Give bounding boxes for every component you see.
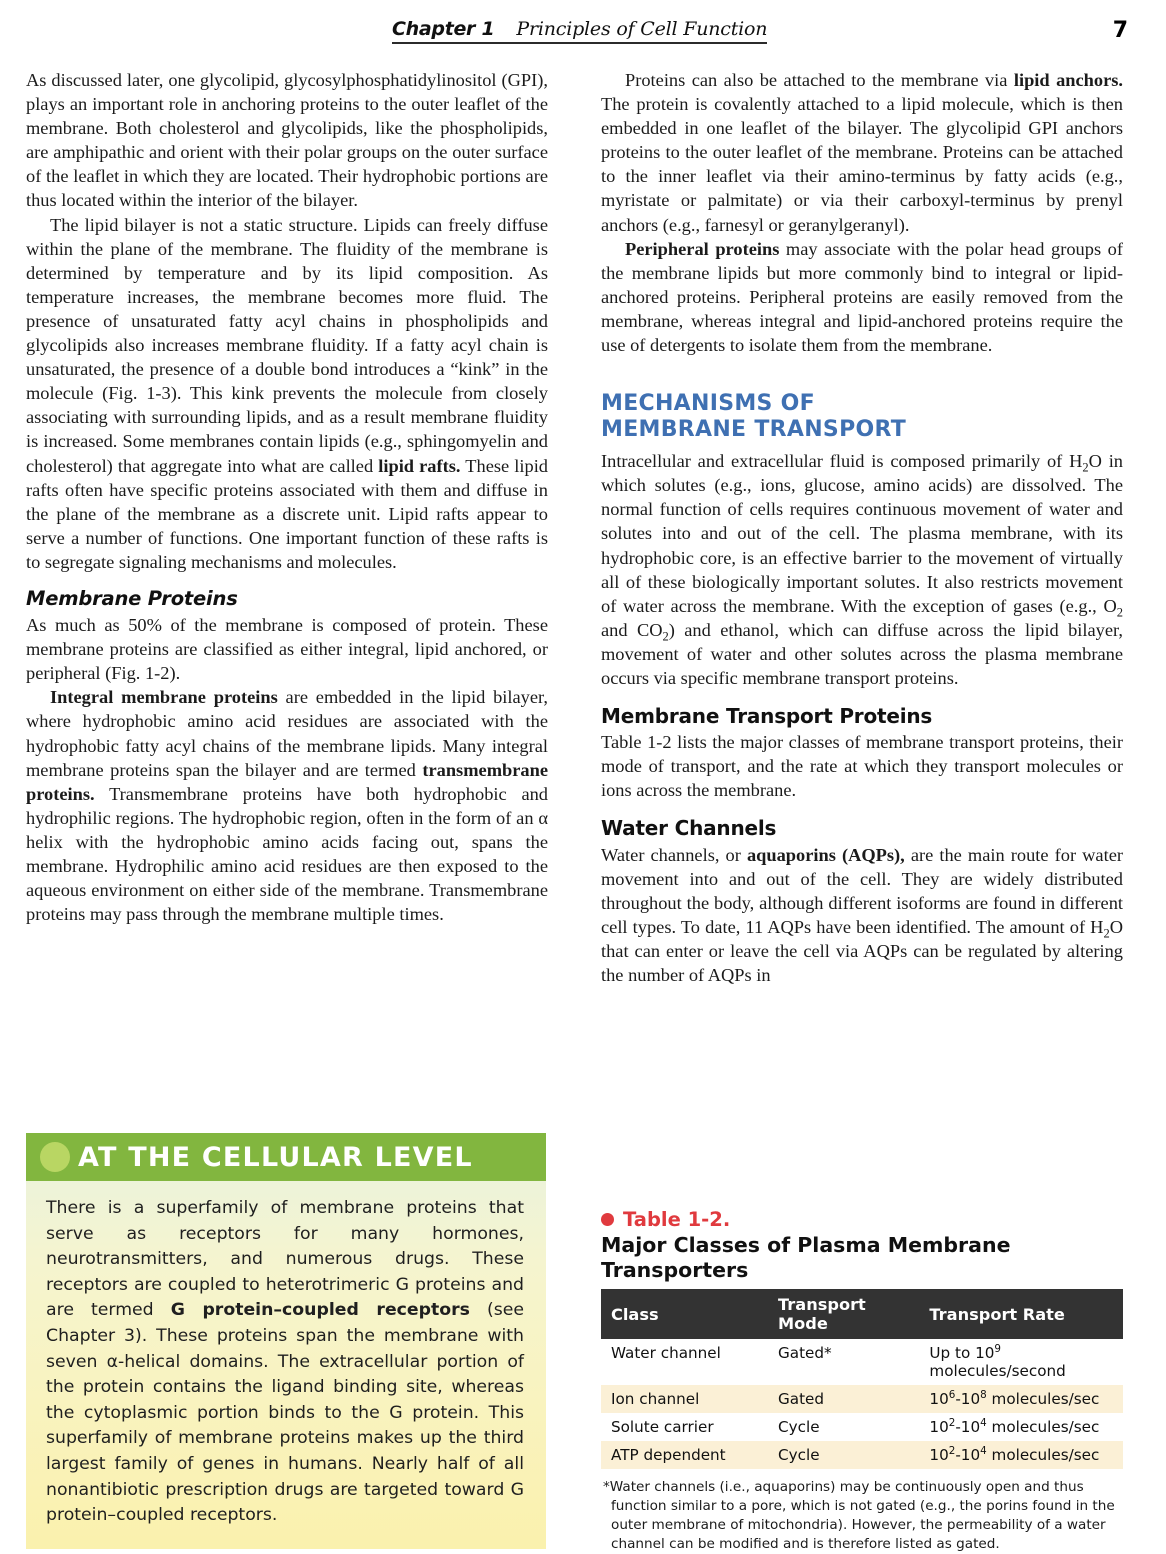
table-footnote: *Water channels (i.e., aquaporins) may be continuously open and thus function similar to a pore, which is not gated (e.g., the porins found in the outer membrane of mitochondria). However, the permeability of a water channel can be modified and is therefore listed as gated. (603, 1479, 1115, 1552)
paragraph-table-reference (601, 730, 1123, 802)
table-row (601, 1339, 1123, 1385)
cellular-box-text-b: (see Chapter 3). These proteins span the membrane with seven α-helical domains. The extracellular portion of the protein contains the ligand binding site, whereas the cytoplasmic portion binds to the G protein. This superfamily of membrane proteins makes up the third largest family of genes in humans. Nearly half of all nonantibiotic prescription drugs are targeted toward G protein–coupled receptors. (46, 1300, 525, 1526)
at-the-cellular-level-box (26, 1133, 546, 1549)
running-head-title: Principles of Cell Function (516, 18, 768, 40)
cell-transport-rate (919, 1441, 1123, 1469)
subscript-o2: 2 (1116, 605, 1123, 620)
paragraph-text-b: The protein is covalently attached to a lipid molecule, which is then embedded in one leaflet of the bilayer. The glycolipid GPI anchors proteins to the outer leaflet of the membrane. Proteins can be attached to the inner leaflet via their amino-terminus by fatty acids (e.g., myristate or palmitate) or via their carboxyl-terminus by prenyl anchors (e.g., farnesyl or geranylgeranyl). (601, 94, 1123, 235)
paragraph-text-b: These lipid rafts often have specific proteins associated with them and diffuse in the plane of the membrane as a discrete unit. Lipid rafts appear to serve a number of functions. One important function of these rafts is to segregate signaling mechanisms and molecules. (26, 455, 548, 572)
paragraph-text-a: Water channels, or (601, 844, 747, 865)
running-head-chapter: Chapter 1 (392, 18, 495, 40)
cellular-box-banner (26, 1133, 546, 1181)
right-column (601, 68, 1123, 987)
paragraph-text-a: Proteins can also be attached to the membrane via (625, 70, 1014, 90)
cell-transport-rate (919, 1385, 1123, 1413)
paragraph-peripheral-proteins (601, 237, 1123, 357)
paragraph-aquaporins (601, 843, 1123, 988)
paragraph-text: As discussed later, one glycolipid, glycosylphosphatidylinositol (GPI), plays an important role in anchoring proteins to the outer leaflet of the membrane. Both cholesterol and glycolipids, like the phospholipids, are amphipathic and orient with their polar groups on the outer surface of the leaflet in which they are located. Their hydrophobic portions are thus located within the interior of the bilayer. (26, 70, 548, 211)
rate-prefix: Up to 10 (929, 1344, 995, 1362)
rate-suffix: molecules/second (929, 1362, 1066, 1380)
cell-class: Solute carrier (611, 1418, 714, 1436)
column-header-class: Class (601, 1289, 768, 1339)
paragraph-text-a: The lipid bilayer is not a static structure. Lipids can freely diffuse within the plane of the membrane. The fluidity of the membrane is determined by temperature and by its lipid composition. As temperature increases, the membrane becomes more fluid. The presence of unsaturated fatty acyl chains in phospholipids and glycolipids also increases membrane fluidity. If a fatty acyl chain is unsaturated, the presence of a double bond introduces a “kink” in the molecule (Fig. 1-3). This kink prevents the molecule from closely associating with surrounding lipids, and as a result membrane fluidity is increased. Some membranes contain lipids (e.g., sphingomyelin and cholesterol) that aggregate into what are called (26, 214, 548, 476)
paragraph-intracellular-fluid (601, 449, 1123, 690)
rate-suffix: -10 (955, 1446, 981, 1464)
term-aquaporins: aquaporins (AQPs), (746, 844, 905, 865)
table-header-row (601, 1289, 1123, 1339)
subscript-co2: 2 (662, 629, 669, 644)
table-1-2-block (601, 1208, 1123, 1554)
paragraph-lipid-bilayer-fluidity (26, 213, 548, 574)
heading-membrane-proteins: Membrane Proteins (26, 586, 238, 610)
term-lipid-rafts: lipid rafts. (378, 455, 461, 476)
paragraph-membrane-protein-classes (26, 613, 548, 685)
transporters-table (601, 1289, 1123, 1469)
cell-transport-mode: Cycle (768, 1441, 919, 1469)
rate-exponent: 9 (994, 1342, 1001, 1355)
table-number-line (601, 1208, 1123, 1231)
table-row (601, 1385, 1123, 1413)
table-row (601, 1441, 1123, 1469)
section-heading-line-2: MEMBRANE TRANSPORT (601, 417, 907, 443)
paragraph-lipid-anchors (601, 68, 1123, 237)
column-header-transport-mode: Transport Mode (768, 1289, 919, 1339)
rate-exponent: 2 (948, 1416, 956, 1429)
rate-prefix: 10 (929, 1418, 949, 1436)
paragraph-text: may associate with the polar head groups of the membrane lipids but more commonly bind to integral or lipid-anchored proteins. Peripheral proteins are easily removed from the membrane, whereas integral and lipid-anchored proteins require the use of detergents to isolate them from the membrane. (601, 238, 1123, 356)
table-title-line-2: Transporters (601, 1258, 749, 1282)
table-title (601, 1233, 1123, 1283)
table-title-line-1: Major Classes of Plasma Membrane (601, 1233, 1011, 1257)
rate-suffix-2: molecules/sec (986, 1390, 1100, 1408)
paragraph-text-b: are the main route for water movement into and out of the cell. They are widely distributed throughout the body, although different isoforms are found in different cell types. To date, 11 AQPs have been identified. The amount of H (601, 844, 1123, 937)
cell-class: ATP dependent (601, 1441, 768, 1469)
bullet-circle-icon (40, 1142, 70, 1172)
paragraph-text-1: Intracellular and extracellular fluid is composed primarily of H (601, 451, 1083, 472)
page-number: 7 (1112, 18, 1128, 43)
section-heading-line-1: MECHANISMS OF (601, 391, 815, 417)
rate-suffix: -10 (955, 1390, 981, 1408)
column-header-transport-rate: Transport Rate (919, 1289, 1123, 1339)
term-integral-membrane-proteins: Integral membrane proteins (50, 687, 278, 708)
rate-exponent-2: 4 (980, 1416, 987, 1429)
bullet-circle-icon (601, 1213, 614, 1226)
rate-suffix-2: molecules/sec (986, 1418, 1100, 1436)
cellular-box-paragraph (46, 1196, 524, 1529)
running-head (0, 18, 1166, 58)
table-number: Table 1-2. (623, 1208, 731, 1231)
rate-exponent-2: 8 (980, 1388, 987, 1401)
rate-prefix: 10 (929, 1446, 949, 1464)
paragraph-glycolipid-gpi (26, 68, 548, 213)
cellular-box-banner-title: AT THE CELLULAR LEVEL (78, 1141, 473, 1173)
table-row (601, 1413, 1123, 1441)
paragraph-text-3: and CO (601, 619, 663, 640)
paragraph-text-b: Transmembrane proteins have both hydrophobic and hydrophilic regions. The hydrophobic region, often in the form of an α helix with the hydrophobic amino acids facing out, spans the membrane. Hydrophilic amino acid residues are then exposed to the aqueous environment on either side of the membrane. Transmembrane proteins may pass through the membrane multiple times. (26, 783, 548, 925)
paragraph-text-c: O that can enter or leave the cell via AQPs can be regulated by altering the number of AQPs in (601, 916, 1123, 985)
paragraph-text: As much as 50% of the membrane is composed of protein. These membrane proteins are classified as either integral, lipid anchored, or peripheral (Fig. 1-2). (26, 615, 548, 684)
rate-prefix: 10 (929, 1390, 949, 1408)
heading-water-channels: Water Channels (601, 816, 777, 841)
term-peripheral-proteins: Peripheral proteins (625, 238, 780, 259)
cellular-box-text-a: There is a superfamily of membrane proteins that serve as receptors for many hormones, neurotransmitters, and numerous drugs. These receptors are coupled to heterotrimeric G proteins and are termed (46, 1198, 524, 1321)
running-head-inner (392, 18, 767, 44)
rate-exponent: 6 (948, 1388, 956, 1401)
cell-transport-mode: Gated (768, 1385, 919, 1413)
cell-transport-rate (919, 1339, 1123, 1385)
term-g-protein-coupled-receptors: G protein–coupled receptors (170, 1300, 470, 1321)
cell-transport-mode: Cycle (778, 1418, 820, 1436)
paragraph-text-4: ) and ethanol, which can diffuse across the lipid bilayer, movement of water and other solutes across the plasma membrane occurs via specific membrane transport proteins. (601, 619, 1123, 688)
cell-transport-rate (919, 1413, 1123, 1441)
rate-exponent: 2 (948, 1444, 956, 1457)
rate-suffix-2: molecules/sec (986, 1446, 1100, 1464)
paragraph-text: Table 1-2 lists the major classes of membrane transport proteins, their mode of transport, and the rate at which they transport molecules or ions across the membrane. (601, 732, 1123, 801)
cellular-box-body (26, 1181, 546, 1549)
paragraph-integral-membrane-proteins (26, 685, 548, 926)
cell-class: Water channel (611, 1344, 721, 1362)
left-column (26, 68, 548, 926)
rate-exponent-2: 4 (980, 1444, 987, 1457)
cell-class: Ion channel (601, 1385, 768, 1413)
cell-transport-mode: Gated* (778, 1344, 832, 1362)
paragraph-text-2: O in which solutes (e.g., ions, glucose, amino acids) are dissolved. The normal function of cells requires continuous movement of water and solutes into and out of the cell. The plasma membrane, with its hydrophobic core, is an effective barrier to the movement of virtually all of these biologically important solutes. It also restricts movement of water across the membrane. With the exception of gases (e.g., O (601, 451, 1124, 616)
paragraph-text-a: are embedded in the lipid bilayer, where hydrophobic amino acid residues are associated with the hydrophobic fatty acyl chains of the membrane lipids. Many integral membrane proteins span the bilayer and are termed (26, 687, 548, 780)
subscript-h2o: 2 (1103, 926, 1110, 941)
subscript-h2o: 2 (1082, 460, 1089, 475)
heading-membrane-transport-proteins: Membrane Transport Proteins (601, 704, 933, 729)
term-transmembrane-proteins: transmembrane proteins. (26, 759, 548, 804)
term-lipid-anchors: lipid anchors. (1013, 70, 1123, 90)
rate-suffix: -10 (955, 1418, 981, 1436)
section-heading-mechanisms-of-membrane-transport (601, 391, 1123, 443)
